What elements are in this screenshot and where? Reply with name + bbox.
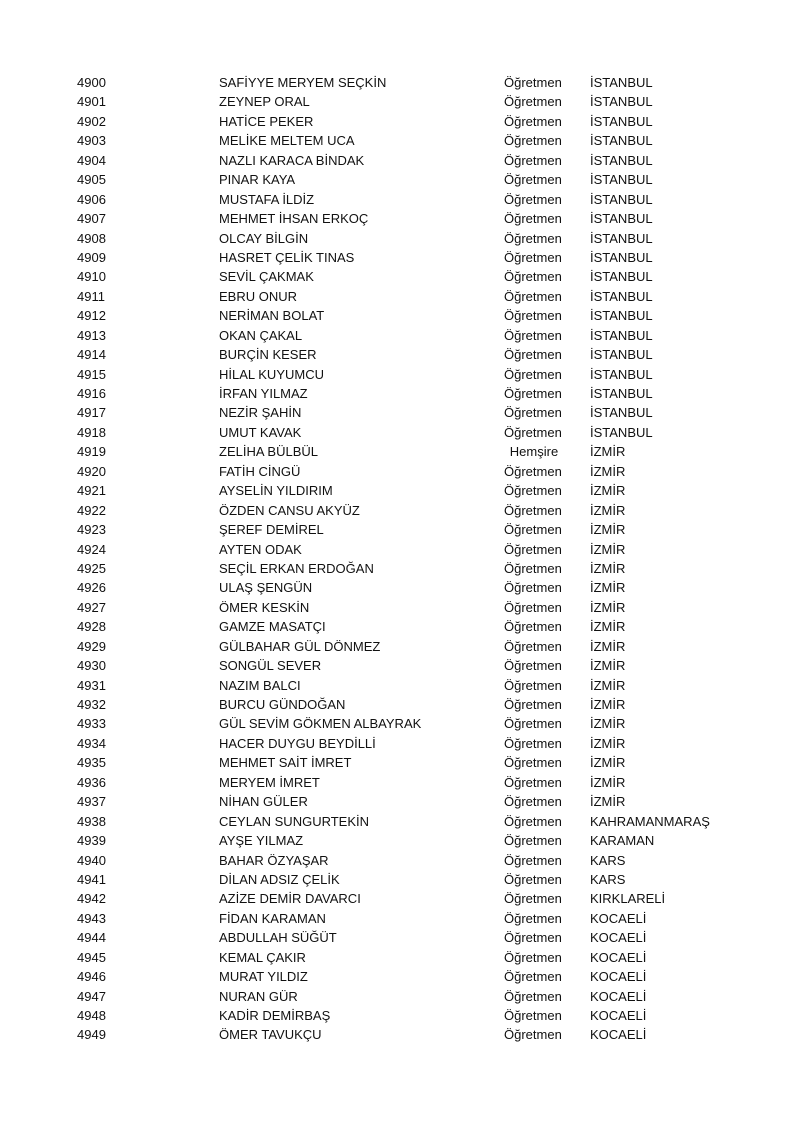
row-name: EBRU ONUR: [219, 288, 298, 304]
row-occupation: Öğretmen: [504, 735, 562, 751]
row-name: İRFAN YILMAZ: [219, 386, 308, 401]
row-name: ÖMER TAVUKÇU: [219, 1027, 322, 1043]
table-row: [0, 812, 800, 831]
row-name: NAZLI KARACA BİNDAK: [219, 152, 365, 168]
row-number: 4914: [77, 347, 106, 363]
row-number: 4912: [77, 308, 106, 324]
row-name: AYŞE YILMAZ: [219, 833, 304, 849]
row-city: İZMİR: [590, 755, 626, 771]
row-number: 4946: [77, 969, 106, 985]
table-row: [0, 1025, 800, 1044]
row-name: NİHAN GÜLER: [219, 794, 308, 810]
row-number: 4938: [77, 813, 106, 829]
row-occupation: Öğretmen: [504, 619, 562, 635]
row-number: 4904: [77, 152, 106, 168]
row-occupation: Öğretmen: [504, 891, 562, 907]
row-occupation: Öğretmen: [504, 172, 562, 188]
table-row: [0, 462, 800, 481]
row-name: CEYLAN SUNGURTEKİN: [219, 813, 370, 829]
row-name: ŞEREF DEMİREL: [219, 522, 324, 538]
row-city: İZMİR: [590, 774, 626, 790]
row-number: 4925: [77, 560, 106, 576]
row-city: İSTANBUL: [590, 249, 653, 265]
row-city: İSTANBUL: [590, 366, 653, 382]
row-occupation: Hemşire: [509, 444, 559, 460]
row-occupation: Öğretmen: [504, 424, 562, 440]
row-city: KOCAELİ: [590, 930, 647, 946]
row-number: 4903: [77, 133, 106, 149]
row-name: OLCAY BİLGİN: [219, 230, 309, 246]
row-number: 4900: [77, 75, 106, 90]
table-row: [0, 734, 800, 753]
row-occupation: Öğretmen: [504, 249, 562, 265]
row-occupation: Öğretmen: [504, 191, 562, 207]
row-city: İSTANBUL: [590, 113, 653, 129]
row-number: 4918: [77, 424, 106, 440]
table-row: [0, 987, 800, 1006]
row-number: 4901: [77, 94, 106, 110]
row-occupation: Öğretmen: [504, 366, 562, 382]
row-city: İZMİR: [590, 502, 626, 518]
table-row: [0, 656, 800, 675]
row-name: MEHMET SAİT İMRET: [219, 755, 352, 771]
row-number: 4916: [77, 386, 106, 401]
row-city: İZMİR: [590, 716, 626, 732]
table-row: [0, 520, 800, 539]
row-city: KOCAELİ: [590, 1027, 647, 1043]
row-city: İZMİR: [590, 580, 626, 596]
table-row: [0, 889, 800, 908]
table-row: [0, 870, 800, 889]
table-row: [0, 267, 800, 286]
row-city: KARS: [590, 871, 626, 887]
row-name: SEÇİL ERKAN ERDOĞAN: [219, 560, 374, 576]
row-occupation: Öğretmen: [504, 347, 562, 363]
row-city: KOCAELİ: [590, 949, 647, 965]
row-city: İZMİR: [590, 658, 626, 674]
row-occupation: Öğretmen: [504, 327, 562, 343]
table-row: [0, 695, 800, 714]
row-occupation: Öğretmen: [504, 852, 562, 868]
table-row: [0, 676, 800, 695]
row-name: ULAŞ ŞENGÜN: [219, 580, 313, 596]
row-number: 4907: [77, 211, 106, 227]
row-number: 4935: [77, 755, 106, 771]
row-occupation: Öğretmen: [504, 638, 562, 654]
row-occupation: Öğretmen: [504, 113, 562, 129]
table-row: [0, 423, 800, 442]
row-city: İZMİR: [590, 794, 626, 810]
table-row: [0, 637, 800, 656]
row-occupation: Öğretmen: [504, 560, 562, 576]
row-occupation: Öğretmen: [504, 483, 562, 499]
row-city: İSTANBUL: [590, 288, 653, 304]
row-number: 4924: [77, 541, 106, 557]
row-name: MURAT YILDIZ: [219, 969, 308, 985]
row-city: İSTANBUL: [590, 269, 653, 285]
table-row: [0, 345, 800, 364]
row-name: BURCU GÜNDOĞAN: [219, 697, 346, 712]
row-occupation: Öğretmen: [504, 94, 562, 110]
row-occupation: Öğretmen: [504, 774, 562, 790]
row-number: 4921: [77, 483, 106, 499]
row-number: 4911: [77, 288, 105, 304]
row-city: İSTANBUL: [590, 133, 653, 149]
row-number: 4940: [77, 852, 106, 868]
row-name: NURAN GÜR: [219, 988, 298, 1004]
row-number: 4944: [77, 930, 106, 946]
row-occupation: Öğretmen: [504, 697, 562, 712]
table-row: [0, 151, 800, 170]
row-city: İSTANBUL: [590, 424, 653, 440]
table-row: [0, 384, 800, 403]
row-city: İSTANBUL: [590, 327, 653, 343]
row-name: PINAR KAYA: [219, 172, 296, 188]
row-name: ÖZDEN CANSU AKYÜZ: [219, 502, 360, 518]
row-number: 4913: [77, 327, 106, 343]
row-city: İSTANBUL: [590, 211, 653, 227]
row-city: İZMİR: [590, 560, 626, 576]
row-number: 4937: [77, 794, 106, 810]
row-number: 4932: [77, 697, 106, 712]
row-name: MERYEM İMRET: [219, 774, 320, 790]
row-number: 4948: [77, 1008, 106, 1023]
row-name: OKAN ÇAKAL: [219, 327, 303, 343]
row-number: 4945: [77, 949, 106, 965]
table-row: [0, 365, 800, 384]
row-city: İZMİR: [590, 735, 626, 751]
row-occupation: Öğretmen: [504, 833, 562, 849]
row-name: BAHAR ÖZYAŞAR: [219, 852, 329, 868]
row-name: AYSELİN YILDIRIM: [219, 483, 333, 499]
table-row: [0, 559, 800, 578]
row-occupation: Öğretmen: [504, 152, 562, 168]
table-row: [0, 753, 800, 772]
row-city: İZMİR: [590, 697, 626, 712]
row-occupation: Öğretmen: [504, 794, 562, 810]
row-city: KARAMAN: [590, 833, 655, 849]
row-city: İSTANBUL: [590, 308, 653, 324]
row-occupation: Öğretmen: [504, 910, 562, 926]
row-city: KOCAELİ: [590, 969, 647, 985]
row-occupation: Öğretmen: [504, 75, 562, 90]
personnel-list: [0, 73, 800, 1045]
row-city: İSTANBUL: [590, 94, 653, 110]
row-number: 4947: [77, 988, 106, 1004]
row-city: İZMİR: [590, 638, 626, 654]
row-name: KADİR DEMİRBAŞ: [219, 1008, 331, 1023]
row-occupation: Öğretmen: [504, 716, 562, 732]
row-city: İSTANBUL: [590, 75, 653, 90]
table-row: [0, 792, 800, 811]
table-row: [0, 714, 800, 733]
row-occupation: Öğretmen: [504, 969, 562, 985]
row-city: KOCAELİ: [590, 988, 647, 1004]
row-occupation: Öğretmen: [504, 599, 562, 615]
row-number: 4908: [77, 230, 106, 246]
row-name: FATİH CİNGÜ: [219, 463, 301, 479]
row-name: KEMAL ÇAKIR: [219, 949, 306, 965]
row-occupation: Öğretmen: [504, 133, 562, 149]
row-name: ÖMER KESKİN: [219, 599, 310, 615]
row-number: 4917: [77, 405, 106, 421]
row-occupation: Öğretmen: [504, 755, 562, 771]
row-number: 4929: [77, 638, 106, 654]
row-occupation: Öğretmen: [504, 211, 562, 227]
row-name: FİDAN KARAMAN: [219, 910, 326, 926]
row-city: İSTANBUL: [590, 347, 653, 363]
row-occupation: Öğretmen: [504, 580, 562, 596]
row-occupation: Öğretmen: [504, 386, 562, 401]
row-number: 4936: [77, 774, 106, 790]
row-name: MELİKE MELTEM UCA: [219, 133, 355, 149]
row-name: HACER DUYGU BEYDİLLİ: [219, 735, 376, 751]
row-occupation: Öğretmen: [504, 949, 562, 965]
row-number: 4928: [77, 619, 106, 635]
row-name: SAFİYYE MERYEM SEÇKİN: [219, 75, 387, 90]
row-city: İSTANBUL: [590, 191, 653, 207]
row-number: 4902: [77, 113, 106, 129]
row-occupation: Öğretmen: [504, 269, 562, 285]
row-number: 4909: [77, 249, 106, 265]
row-number: 4923: [77, 522, 106, 538]
row-number: 4930: [77, 658, 106, 674]
row-occupation: Öğretmen: [504, 522, 562, 538]
row-city: İZMİR: [590, 522, 626, 538]
row-occupation: Öğretmen: [504, 930, 562, 946]
row-name: BURÇİN KESER: [219, 347, 317, 363]
row-name: GAMZE MASATÇI: [219, 619, 326, 635]
table-row: [0, 131, 800, 150]
table-row: [0, 773, 800, 792]
row-occupation: Öğretmen: [504, 813, 562, 829]
row-occupation: Öğretmen: [504, 658, 562, 674]
row-number: 4922: [77, 502, 106, 518]
row-occupation: Öğretmen: [504, 463, 562, 479]
table-row: [0, 909, 800, 928]
row-number: 4941: [77, 871, 106, 887]
row-occupation: Öğretmen: [504, 988, 562, 1004]
row-occupation: Öğretmen: [504, 288, 562, 304]
row-name: SONGÜL SEVER: [219, 658, 322, 674]
row-name: DİLAN ADSIZ ÇELİK: [219, 871, 340, 887]
table-row: [0, 481, 800, 500]
row-name: HİLAL KUYUMCU: [219, 366, 324, 382]
row-city: İZMİR: [590, 619, 626, 635]
row-number: 4910: [77, 269, 106, 285]
row-name: NEZİR ŞAHİN: [219, 405, 302, 421]
table-row: [0, 598, 800, 617]
table-row: [0, 403, 800, 422]
row-number: 4943: [77, 910, 106, 926]
row-occupation: Öğretmen: [504, 677, 562, 693]
row-name: ABDULLAH SÜĞÜT: [219, 930, 337, 946]
row-occupation: Öğretmen: [504, 308, 562, 324]
row-name: AYTEN ODAK: [219, 541, 302, 557]
table-row: [0, 326, 800, 345]
table-row: [0, 73, 800, 92]
row-city: İSTANBUL: [590, 405, 653, 421]
row-occupation: Öğretmen: [504, 1027, 562, 1043]
row-name: MEHMET İHSAN ERKOÇ: [219, 211, 369, 227]
row-number: 4927: [77, 599, 106, 615]
table-row: [0, 851, 800, 870]
row-city: KOCAELİ: [590, 910, 647, 926]
row-number: 4939: [77, 833, 106, 849]
row-city: İZMİR: [590, 541, 626, 557]
table-row: [0, 501, 800, 520]
table-row: [0, 578, 800, 597]
table-row: [0, 540, 800, 559]
row-occupation: Öğretmen: [504, 1008, 562, 1023]
row-city: İZMİR: [590, 677, 626, 693]
row-name: ZEYNEP ORAL: [219, 94, 310, 110]
row-number: 4934: [77, 735, 106, 751]
table-row: [0, 209, 800, 228]
table-row: [0, 967, 800, 986]
row-city: İZMİR: [590, 463, 626, 479]
row-city: KIRKLARELİ: [590, 891, 666, 907]
table-row: [0, 92, 800, 111]
row-name: HASRET ÇELİK TINAS: [219, 249, 355, 265]
row-occupation: Öğretmen: [504, 502, 562, 518]
row-city: İSTANBUL: [590, 386, 653, 401]
table-row: [0, 287, 800, 306]
row-number: 4926: [77, 580, 106, 596]
table-row: [0, 170, 800, 189]
row-city: İZMİR: [590, 444, 626, 460]
row-number: 4915: [77, 366, 106, 382]
row-name: ZELİHA BÜLBÜL: [219, 444, 318, 460]
row-number: 4933: [77, 716, 106, 732]
row-city: İSTANBUL: [590, 172, 653, 188]
table-row: [0, 928, 800, 947]
table-row: [0, 831, 800, 850]
row-city: İZMİR: [590, 599, 626, 615]
row-city: KAHRAMANMARAŞ: [590, 813, 710, 829]
row-name: SEVİL ÇAKMAK: [219, 269, 314, 285]
row-number: 4905: [77, 172, 106, 188]
row-number: 4920: [77, 463, 106, 479]
table-row: [0, 442, 800, 461]
row-name: AZİZE DEMİR DAVARCI: [219, 891, 361, 907]
row-number: 4949: [77, 1027, 106, 1043]
row-city: KARS: [590, 852, 626, 868]
row-occupation: Öğretmen: [504, 541, 562, 557]
row-name: UMUT KAVAK: [219, 424, 302, 440]
table-row: [0, 306, 800, 325]
row-name: NAZIM BALCI: [219, 677, 301, 693]
row-name: MUSTAFA İLDİZ: [219, 191, 315, 207]
table-row: [0, 190, 800, 209]
table-row: [0, 617, 800, 636]
row-name: GÜLBAHAR GÜL DÖNMEZ: [219, 638, 381, 654]
row-city: İSTANBUL: [590, 230, 653, 246]
row-city: KOCAELİ: [590, 1008, 647, 1023]
row-name: NERİMAN BOLAT: [219, 308, 325, 324]
row-occupation: Öğretmen: [504, 230, 562, 246]
row-city: İZMİR: [590, 483, 626, 499]
row-city: İSTANBUL: [590, 152, 653, 168]
table-row: [0, 1006, 800, 1025]
row-number: 4906: [77, 191, 106, 207]
row-number: 4919: [77, 444, 106, 460]
table-row: [0, 112, 800, 131]
row-name: GÜL SEVİM GÖKMEN ALBAYRAK: [219, 716, 422, 732]
row-number: 4931: [77, 677, 106, 693]
table-row: [0, 229, 800, 248]
row-number: 4942: [77, 891, 106, 907]
table-row: [0, 248, 800, 267]
table-row: [0, 948, 800, 967]
row-occupation: Öğretmen: [504, 871, 562, 887]
row-name: HATİCE PEKER: [219, 113, 314, 129]
row-occupation: Öğretmen: [504, 405, 562, 421]
